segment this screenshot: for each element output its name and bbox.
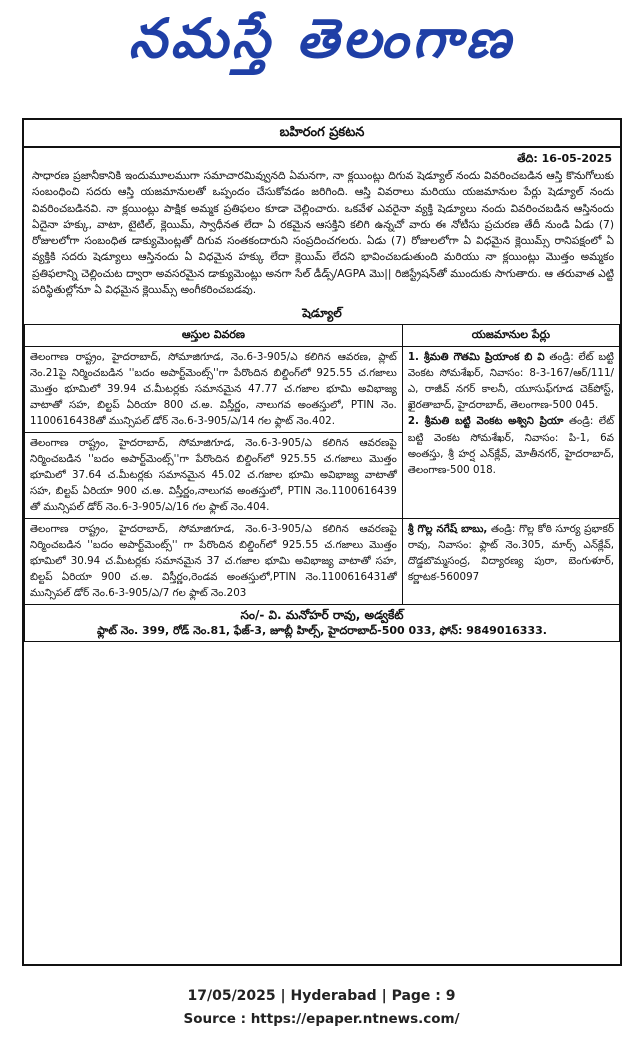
owner-entry xyxy=(408,413,614,478)
property-description: తెలంగాణ రాష్ట్రం, హైదరాబాద్, సోమాజిగూడ, నెం.6-3-905/ఎ కలిగిన ఆవరణ, ప్లాట్ నెం.21పై నిర్మించబడిన ''బదం అపార్ట్‌మెంట్స్''గా పేరొందిన బిల్డింగ్‌లో 925.55 చ.గజాలు మొత్తం భూమిలో 39.94 చ.మీటర్లకు సమానమైన 47.77 చ.గజాల భూమి అవిభాజ్య వాటాతో సహ, బిల్టప్ ఏరియా 800 చ.అ. విస్తీర్ణం, నాలుగవ అంతస్తులో, PTIN నెం. 1100616438తో మున్సిపల్ డోర్ నెం.6-3-905/ఎ/14 గల ఫ్లాట్ నెం.402. xyxy=(25,346,403,432)
owners-column-header: యజమానుల పేర్లు xyxy=(402,325,619,346)
owner-cell xyxy=(402,518,619,604)
masthead-title: నమస్తే తెలంగాణ xyxy=(128,7,515,70)
notice-date: తేది: 16-05-2025 xyxy=(517,152,612,165)
schedule-row xyxy=(25,518,620,604)
notice-intro-text: సాధారణ ప్రజానీకానికి ఇందుమూలముగా సమాచారమివ్వునది ఏమనగా, నా క్లయింట్లు దిగువ షెడ్యూల్ నందు వివరించబడిన ఆస్తి కొనుగోలుకు సంబంధించి సదరు ఆస్తి యజమానులతో ఒప్పందం చేసుకోవడం జరిగింది. ఆస్తి వివరాలు మరియు యజమానుల పేర్లు షెడ్యూల్ నందు వివరించబడినవి. నా క్లయింట్లు పాక్షిక అమ్మక ప్రతిఫలం కూడా చెల్లించారు. ఒకవేళ ఎవరైనా వ్యక్తి షెడ్యూలు నందు వివరించబడిన ఆస్తినందు ఏదైనా హక్కు, వాటా, టైటిల్, క్లెయిమ్, స్వాధీనత లేదా ఏ రకమైన ఆసక్తిని కలిగి ఉన్నచో వారు ఈ నోటీసు ప్రచురణ తేదీ నుండి ఏడు (7) రోజులలోగా సంబంధిత డాక్యుమెంట్లతో దిగువ సంతకందారుని సంప్రదించగలరు. ఏడు (7) రోజులలోగా ఏ విధమైన క్లెయిమ్స్ రానిపక్షంలో ఏ వ్యక్తికి సదరు షెడ్యూలు ఆస్తినందు ఏ విధమైన హక్కు లేదా క్లెయిమ్ లేదని భావించబడుతుంది మరియు నా క్లయింట్లు మొత్తం అమ్మకం ప్రతిఫలాన్ని చెల్లించుట ద్వారా అవసరమైన డాక్యుమెంట్లు అనగా సేల్ డీడ్స్/AGPA మొ|| రిజిస్ట్రేషన్‌తో ముందుకు సాగుతారు. ఆ తరువాత ఎట్టి పరిస్థితుల్లోనూ ఏ విధమైన క్లెయిమ్స్ అంగీకరించబడవు. xyxy=(32,169,614,297)
footer-source: Source : https://epaper.ntnews.com/ xyxy=(183,1011,460,1027)
schedule-header-row xyxy=(25,325,620,346)
advocate-address: ఫ్లాట్ నెం. 399, రోడ్ నెం.81, ఫేజ్-3, జూబ్లీ హిల్స్, హైదరాబాద్-500 033, ఫోన్: 9849016333. xyxy=(97,623,547,637)
property-description: తెలంగాణ రాష్ట్రం, హైదరాబాద్, సోమాజిగూడ, నెం.6-3-905/ఎ కలిగిన ఆవరణపై నిర్మించబడిన ''బదం అపార్ట్‌మెంట్స్'' గా పేరొందిన బిల్డింగ్‌లో 925.55 చ.గజాలు మొత్తం భూమిలో 30.94 చ.మీటర్లకు సమానమైన 37 చ.గజాల భూమి అవిభాజ్య వాటాతో సహ, బిల్టప్ ఏరియా 900 చ.అ. విస్తీర్ణం,రెండవ అంతస్తులో,PTIN నెం.1100616431తో మున్సిపల్ డోర్ నెం.6-3-905/ఎ/7 గల ఫ్లాట్ నెం.203 xyxy=(25,518,403,604)
notice-heading: బహిరంగ ప్రకటన xyxy=(24,120,620,148)
owner-details: తండ్రి: గొల్ల కోఠి సూర్య ప్రభాకర్ రావు, నివాసం: ఫ్లాట్ నెం.305, మార్స్ ఎన్‌క్లేవ్, దొడ్డబొమ్మసంద్ర, విద్యారణ్య పురా, బెంగుళూర్, కర్ణాటక-560097 xyxy=(407,522,614,584)
public-notice xyxy=(22,118,622,966)
owner-cell xyxy=(402,346,619,518)
owner-entry xyxy=(408,349,614,414)
signature-row xyxy=(25,604,620,641)
owner-name: శ్రీ గొల్ల నగేష్ బాబు, xyxy=(407,522,488,535)
schedule-row xyxy=(25,346,620,432)
property-description: తెలంగాణ రాష్ట్రం, హైదరాబాద్, సోమాజిగూడ, నెం.6-3-905/ఎ కలిగిన ఆవరణపై నిర్మించబడిన ''బదం అపార్ట్‌మెంట్స్''గా పేరొందిన బిల్డింగ్‌లో 925.55 చ.గజాలు మొత్తం భూమిలో 37.64 చ.మీటర్లకు సమానమైన 45.02 చ.గజాల భూమి అవిభాజ్య వాటాతో సహ, బిల్టప్ ఏరియా 900 చ.అ. విస్తీర్ణం,నాలుగవ అంతస్తులో, PTIN నెం.1100616439 తో మున్సిపల్ డోర్ నెం.6-3-905/ఎ/16 గల ఫ్లాట్ నెం.404. xyxy=(25,432,403,518)
owner-name: 1. శ్రీమతి గౌతమి ప్రియాంక బి వి xyxy=(407,350,545,363)
schedule-title: షెడ్యూల్ xyxy=(302,306,342,321)
advocate-signature: సం/- వి. మనోహర్ రావు, అడ్వకేట్ xyxy=(240,607,404,622)
property-column-header: ఆస్తుల వివరణ xyxy=(25,325,403,346)
owner-name: 2. శ్రీమతి బట్టి వెంకట అశ్విని ప్రియా xyxy=(407,415,564,428)
newspaper-masthead xyxy=(0,0,643,82)
schedule-table xyxy=(24,324,620,641)
signature-block xyxy=(25,604,620,641)
footer-date-page: 17/05/2025 | Hyderabad | Page : 9 xyxy=(187,988,456,1004)
owner-details: తండ్రి: లేట్ బట్టి వెంకట సోమశేఖర్, నివాసం: పి-1, 6వ అంతస్తు, శ్రీ హర్ష ఎన్‌క్లేవ్, మోతీనగర్, హైదరాబాద్, తెలంగాణ-500 018. xyxy=(407,415,615,476)
owner-details: తండ్రి: లేట్ బట్టి వెంకట సోమశేఖర్, నివాసం: 8-3-167/ఆర్/111/ఎ, రాజీవ్ నగర్ కాలనీ, యూసుఫ్‌గూడ చెక్‌పోస్ట్, ఖైరతాబాద్, హైదరాబాద్, తెలంగాణ-500 045. xyxy=(407,350,614,412)
